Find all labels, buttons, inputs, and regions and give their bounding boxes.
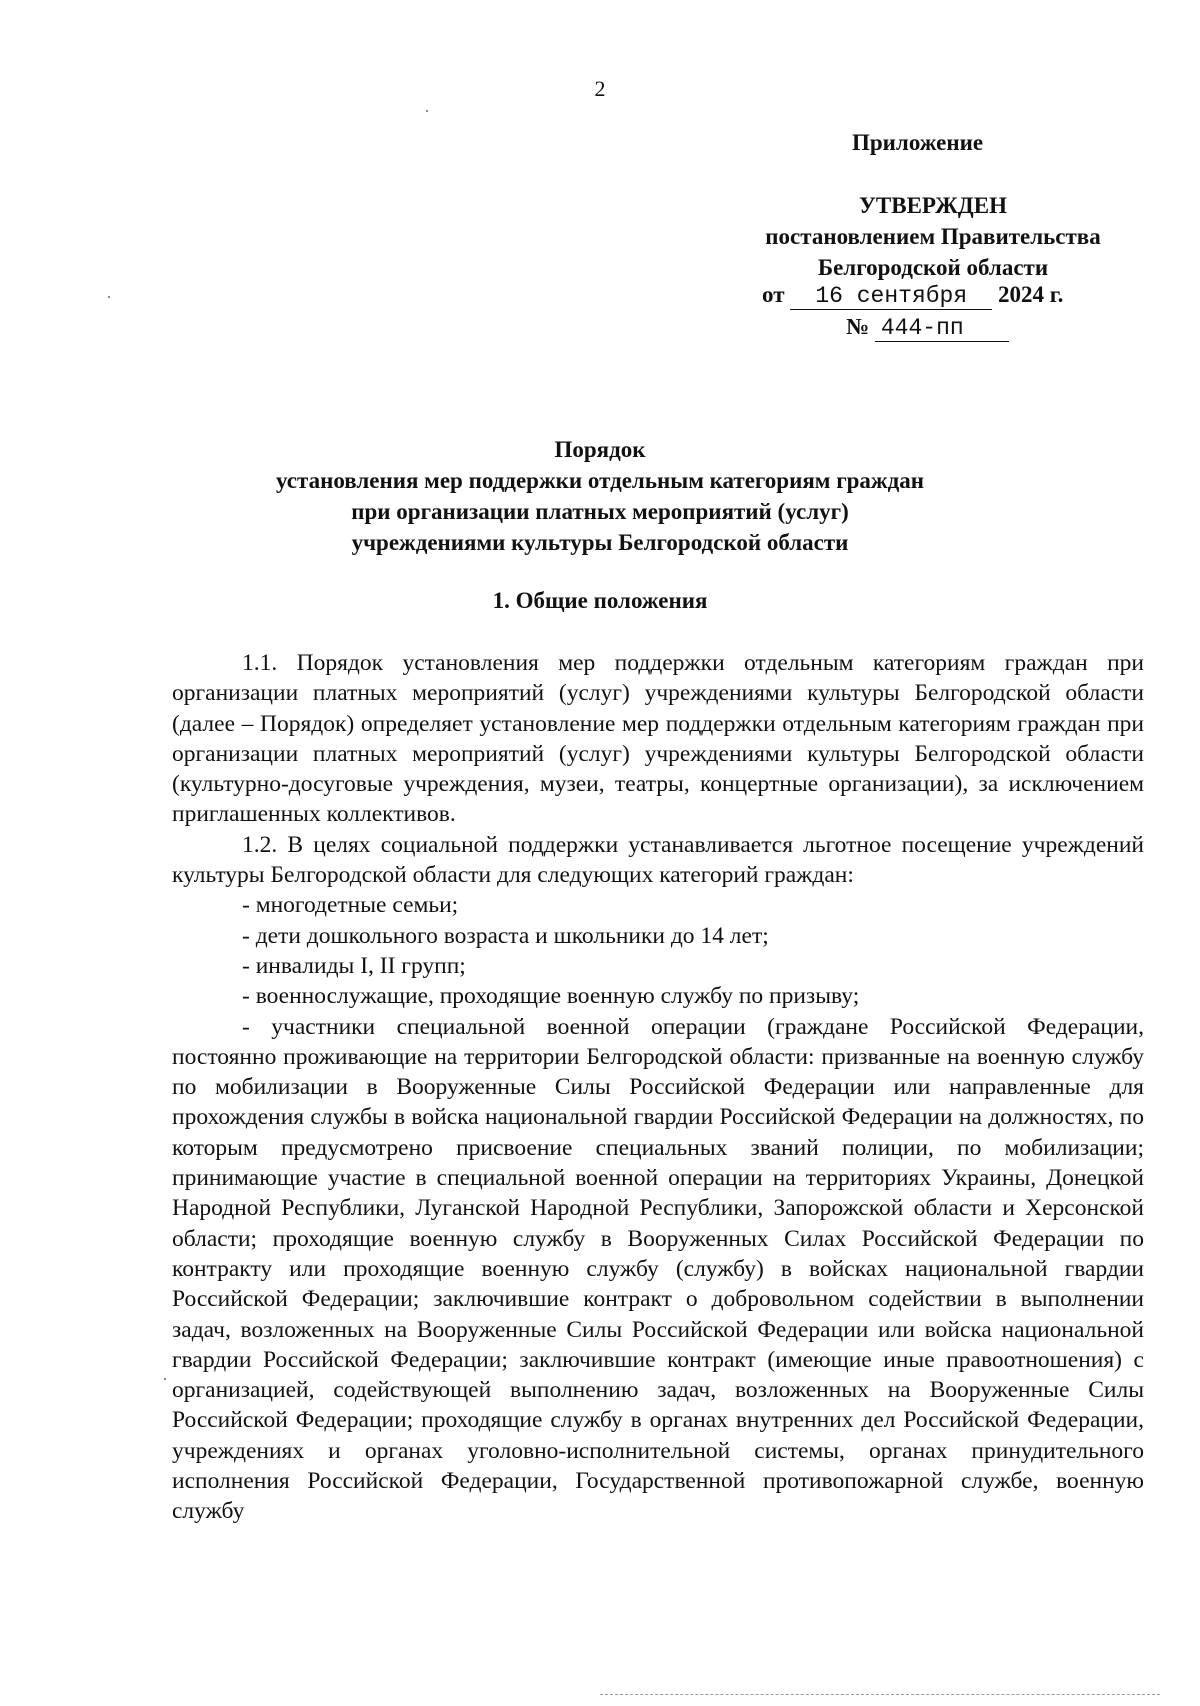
- approval-stamp-block: [728, 190, 1138, 283]
- paragraph-1-2: 1.2. В целях социальной поддержки устанавливается льготное посещение учреждений культуры Белгородской области для следующих категорий граждан:: [172, 831, 1144, 889]
- approved-by-line2: Белгородской области: [817, 255, 1049, 280]
- title-line-3: при организации платных мероприятий (услуг): [351, 499, 849, 524]
- resolution-date-line: [762, 282, 1063, 310]
- scan-edge-marks: [600, 1694, 1160, 1697]
- approved-by-line1: постановлением Правительства: [765, 224, 1101, 249]
- section-heading: 1. Общие положения: [492, 588, 708, 613]
- approved-label: УТВЕРЖДЕН: [859, 193, 1007, 218]
- scan-speck: [426, 110, 428, 112]
- list-item: - инвалиды I, II групп;: [242, 952, 466, 979]
- appendix-label: Приложение: [852, 130, 984, 155]
- date-year: 2024 г.: [998, 282, 1064, 307]
- list-item: - многодетные семьи;: [242, 892, 459, 919]
- list-item: - военнослужащие, проходящие военную службу по призыву;: [242, 983, 860, 1010]
- document-title: [0, 434, 1200, 558]
- paragraph-1-1: 1.1. Порядок установления мер поддержки отдельным категориям граждан при организации платных мероприятий (услуг) учреждениями культуры Белгородской области (далее – Порядок) определяет установление мер поддержки отдельным категориям граждан при организации платных мероприятий (услуг) учреждениями культуры Белгородской области (культурно-досуговые учреждения, музеи, театры, концертные организации), за исключением приглашенных коллективов.: [172, 650, 1144, 828]
- title-line-4: учреждениями культуры Белгородской области: [351, 530, 849, 555]
- date-value: 16 сентября: [790, 283, 992, 310]
- title-line-1: Порядок: [554, 437, 646, 462]
- number-value: 444-пп: [875, 315, 1009, 342]
- body-text: [172, 648, 1144, 1527]
- scan-speck: [108, 296, 110, 298]
- scan-speck: [164, 1378, 166, 1380]
- number-prefix: №: [846, 314, 870, 339]
- page-number: 2: [594, 76, 606, 101]
- list-item: - участники специальной военной операции (граждане Российской Федерации, постоянно проживающие на территории Белгородской области: призванные на военную службу по мобилизации в Вооруженные Силы Российской Федерации или направленные для прохождения службы в войска национальной гвардии Российской Федерации на должностях, по которым предусмотрено присвоение специальных званий полиции, по мобилизации; принимающие участие в специальной военной операции на территориях Украины, Донецкой Народной Республики, Луганской Народной Республики, Запорожской области и Херсонской области; проходящие военную службу в Вооруженных Силах Российской Федерации по контракту или проходящие военную службу (службу) в войсках национальной гвардии Российской Федерации; заключившие контракт о добровольном содействии в выполнении задач, возложенных на Вооруженные Силы Российской Федерации или войска национальной гвардии Российской Федерации; заключившие контракт (имеющие иные правоотношения) с организацией, содействующей выполнению задач, возложенных на Вооруженные Силы Российской Федерации; проходящие службу в органах внутренних дел Российской Федерации, учреждениях и органах уголовно-исполнительной системы, органах принудительного исполнения Российской Федерации, Государственной противопожарной службе, военную службу: [172, 1013, 1144, 1525]
- title-line-2: установления мер поддержки отдельным категориям граждан: [275, 468, 924, 493]
- list-item: - дети дошкольного возраста и школьники до 14 лет;: [242, 922, 769, 949]
- date-prefix: от: [762, 282, 785, 307]
- resolution-number-line: [846, 314, 1009, 342]
